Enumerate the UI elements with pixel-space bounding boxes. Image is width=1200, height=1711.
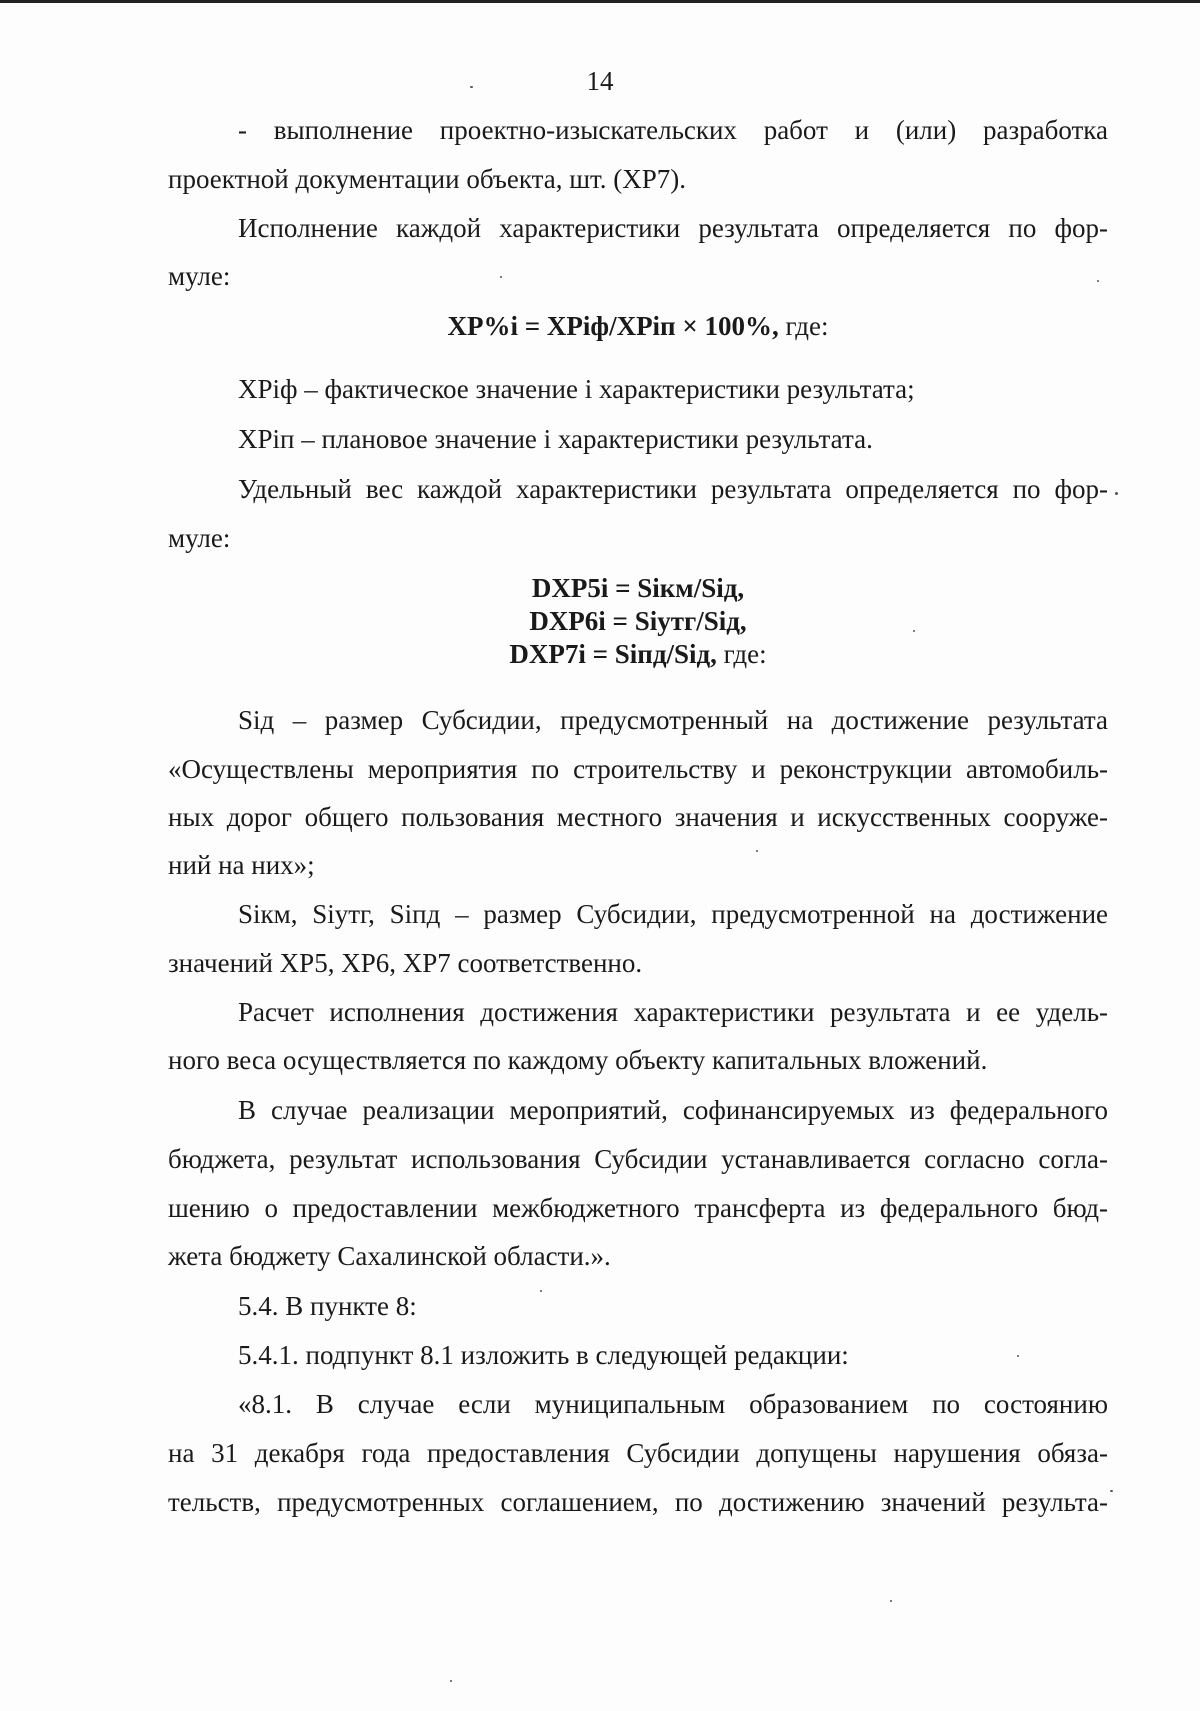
text-line-20: жета бюджету Сахалинской области.».	[168, 1241, 611, 1271]
text-line-3: Исполнение каждой характеристики результата определяется по фор-	[238, 213, 1108, 243]
page-number: 14	[586, 66, 614, 96]
scan-speck	[500, 276, 502, 278]
text-line-7: Удельный вес каждой характеристики результата определяется по фор-	[238, 474, 1108, 504]
text-line-15: Расчет исполнения достижения характеристики результата и ее удель-	[238, 997, 1108, 1027]
text-line-21: 5.4. В пункте 8:	[238, 1291, 417, 1321]
formula-weight-2: DXP6i = Sіутг/Sід,	[529, 606, 747, 636]
text-line-11: ных дорог общего пользования местного значения и искусственных сооруже-	[168, 802, 1108, 832]
top-border-line	[0, 0, 1200, 3]
text-line-9: Sід – размер Субсидии, предусмотренный на достижение результата	[238, 705, 1108, 735]
text-line-1: - выполнение проектно-изыскательских работ и (или) разработка	[238, 115, 1108, 145]
text-line-10: «Осуществлены мероприятия по строительству и реконструкции автомобиль-	[168, 754, 1108, 784]
scan-speck	[890, 1600, 892, 1602]
scan-speck	[1017, 1355, 1019, 1357]
text-line-18: бюджета, результат использования Субсидии устанавливается согласно согла-	[168, 1144, 1108, 1174]
scan-speck	[540, 1290, 542, 1292]
formula-execution	[168, 309, 1108, 343]
formula-weight-3-tail: где:	[716, 639, 767, 669]
formula-execution-tail: где:	[778, 311, 829, 341]
text-line-23: «8.1. В случае если муниципальным образованием по состоянию	[238, 1389, 1108, 1419]
text-line-22: 5.4.1. подпункт 8.1 изложить в следующей редакции:	[238, 1340, 849, 1370]
formula-weight-1: DXP5i = Sікм/Sід,	[531, 573, 745, 603]
formula-weight-3-expression: DXP7i = Sіпд/Sід,	[509, 639, 717, 669]
text-line-16: ного веса осуществляется по каждому объекту капитальных вложений.	[168, 1045, 988, 1075]
scan-speck	[470, 86, 473, 88]
scan-speck	[1115, 492, 1118, 495]
formula-weight-3	[168, 637, 1108, 671]
scan-speck	[756, 850, 758, 852]
scan-speck	[1110, 1490, 1113, 1492]
scan-speck	[450, 1680, 452, 1682]
text-line-4: муле:	[168, 261, 231, 291]
text-line-25: тельств, предусмотренных соглашением, по достижению значений результа-	[168, 1487, 1108, 1517]
text-line-2: проектной документации объекта, шт. (ХР7).	[168, 164, 687, 194]
text-line-13: Sікм, Sіутг, Sіпд – размер Субсидии, предусмотренной на достижение	[238, 899, 1108, 929]
text-line-6: ХРіп – плановое значение і характеристики результата.	[238, 424, 873, 454]
formula-execution-expression: ХР%і = ХРіф/ХРіп × 100%,	[447, 311, 779, 341]
text-line-19: шению о предоставлении межбюджетного трансферта из федерального бюд-	[168, 1193, 1108, 1223]
scan-speck	[913, 630, 915, 632]
scan-speck	[1097, 280, 1099, 282]
text-line-12: ний на них»;	[168, 850, 315, 880]
text-line-17: В случае реализации мероприятий, софинансируемых из федерального	[238, 1095, 1108, 1125]
text-line-14: значений ХР5, ХР6, ХР7 соответственно.	[168, 948, 643, 978]
text-line-24: на 31 декабря года предоставления Субсидии допущены нарушения обяза-	[168, 1438, 1108, 1468]
text-line-5: ХРіф – фактическое значение і характеристики результата;	[238, 374, 915, 404]
text-line-8: муле:	[168, 523, 231, 553]
